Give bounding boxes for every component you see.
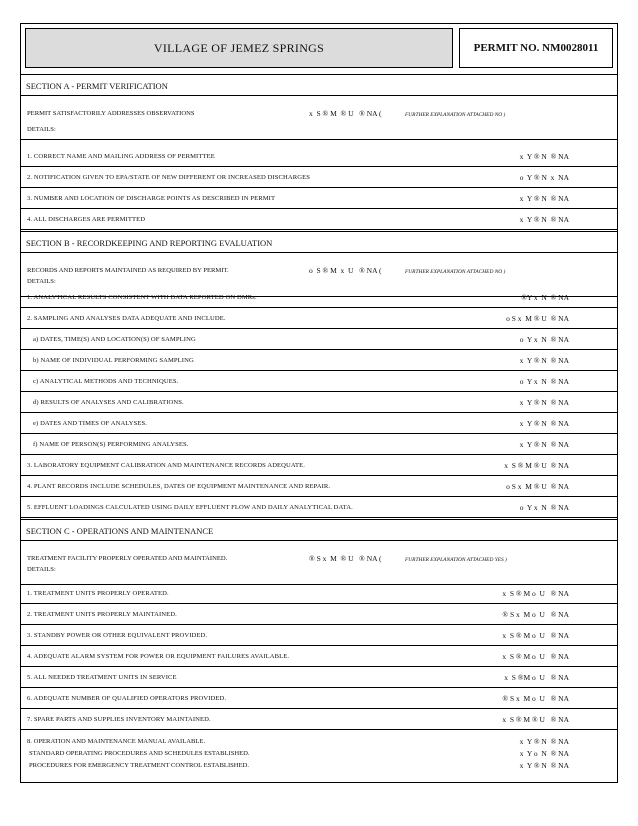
section-c-item <box>21 667 617 688</box>
item-answer: x S ® M ® U ® NA <box>504 461 569 470</box>
section-b-item <box>21 287 617 308</box>
section-a-heading: SECTION A - PERMIT VERIFICATION <box>21 74 617 96</box>
item-answer: o Y x N ® NA <box>519 377 569 386</box>
item-answer: o S x M ® U ® NA <box>506 482 569 491</box>
item-text: 2. SAMPLING AND ANALYSES DATA ADEQUATE AND INCLUDE. <box>27 315 226 322</box>
section-c-item <box>21 583 617 604</box>
item-text: 4. ADEQUATE ALARM SYSTEM FOR POWER OR EQUIPMENT FAILURES AVAILABLE. <box>27 653 290 660</box>
section-a-overall <box>21 96 617 140</box>
item-text: d) RESULTS OF ANALYSES AND CALIBRATIONS. <box>33 399 184 406</box>
item-answer: o Y x N ® NA <box>519 503 569 512</box>
item-text: 4. ALL DISCHARGES ARE PERMITTED <box>27 216 146 223</box>
section-c-item <box>21 709 617 730</box>
section-c-item-8 <box>21 731 617 775</box>
overall-label: PERMIT SATISFACTORILY ADDRESSES OBSERVATIONS <box>27 110 195 117</box>
details-label: DETAILS: <box>27 278 56 285</box>
item-answer: o Y ® N x NA <box>519 173 569 182</box>
section-b-item <box>21 455 617 476</box>
section-c-item <box>21 646 617 667</box>
item-text: b) NAME OF INDIVIDUAL PERFORMING SAMPLING <box>33 357 194 364</box>
facility-title: VILLAGE OF JEMEZ SPRINGS <box>25 28 453 68</box>
item-text: 7. SPARE PARTS AND SUPPLIES INVENTORY MAINTAINED. <box>27 716 211 723</box>
overall-note: FURTHER EXPLANATION ATTACHED NO ) <box>405 112 506 118</box>
item-text: 1. CORRECT NAME AND MAILING ADDRESS OF PERMITTEE <box>27 153 215 160</box>
item-text: 2. NOTIFICATION GIVEN TO EPA/STATE OF NEW DIFFERENT OR INCREASED DISCHARGES <box>27 174 311 181</box>
section-c-item <box>21 688 617 709</box>
item-text: 1. ANALYTICAL RESULTS CONSISTENT WITH DATA REPORTED ON DMRs. <box>27 294 257 301</box>
item-answer: ® S x M o U ® NA <box>502 694 569 703</box>
item-answer: o S x M ® U ® NA <box>506 314 569 323</box>
item-answer: x Y ® N ® NA <box>519 356 569 365</box>
section-a-item <box>21 146 617 167</box>
item-text: PROCEDURES FOR EMERGENCY TREATMENT CONTROL ESTABLISHED. <box>29 762 250 769</box>
section-b-item <box>21 497 617 518</box>
section-b-subitem <box>21 434 617 455</box>
item-text: STANDARD OPERATING PROCEDURES AND SCHEDULES ESTABLISHED. <box>29 750 250 757</box>
item-answer: x Y ® N ® NA <box>519 398 569 407</box>
overall-options: o S ® M x U ® NA ( <box>309 266 382 275</box>
section-c-heading: SECTION C - OPERATIONS AND MAINTENANCE <box>21 519 617 541</box>
overall-options: x S ® M ® U ® NA ( <box>309 109 382 118</box>
item-answer: x S ® M o U ® NA <box>502 589 569 598</box>
item-text: 3. LABORATORY EQUIPMENT CALIBRATION AND MAINTENANCE RECORDS ADEQUATE. <box>27 462 306 469</box>
item-text: 4. PLANT RECORDS INCLUDE SCHEDULES, DATES OF EQUIPMENT MAINTENANCE AND REPAIR. <box>27 483 331 490</box>
item-text: 8. OPERATION AND MAINTENANCE MANUAL AVAILABLE. <box>27 738 206 745</box>
section-b-subitem <box>21 413 617 434</box>
item-text: 3. STANDBY POWER OR OTHER EQUIVALENT PROVIDED. <box>27 632 208 639</box>
permit-number: PERMIT NO. NM0028011 <box>459 28 613 68</box>
item-answer: x Y o N ® NA <box>519 749 569 758</box>
item-answer: ® S x M o U ® NA <box>502 610 569 619</box>
overall-label: TREATMENT FACILITY PROPERLY OPERATED AND MAINTAINED. <box>27 555 228 562</box>
section-a-item <box>21 188 617 209</box>
overall-note: FURTHER EXPLANATION ATTACHED NO ) <box>405 269 506 275</box>
item-answer: x S ® M o U ® NA <box>502 631 569 640</box>
item-answer: o Y x N ® NA <box>519 335 569 344</box>
section-b-subitem <box>21 392 617 413</box>
item-text: 3. NUMBER AND LOCATION OF DISCHARGE POINTS AS DESCRIBED IN PERMIT <box>27 195 276 202</box>
item-answer: x Y ® N ® NA <box>519 194 569 203</box>
section-c-item <box>21 604 617 625</box>
item-answer: x S ® M ® U ® NA <box>502 715 569 724</box>
inspection-form <box>20 23 618 783</box>
item-text: 1. TREATMENT UNITS PROPERLY OPERATED. <box>27 590 169 597</box>
item-text: e) DATES AND TIMES OF ANALYSES. <box>33 420 148 427</box>
item-answer: x S ®M o U ® NA <box>504 673 569 682</box>
item-text: c) ANALYTICAL METHODS AND TECHNIQUES. <box>33 378 179 385</box>
item-text: f) NAME OF PERSON(S) PERFORMING ANALYSES. <box>33 441 189 448</box>
section-b-heading: SECTION B - RECORDKEEPING AND REPORTING EVALUATION <box>21 231 617 253</box>
overall-options: ® S x M ® U ® NA ( <box>309 554 382 563</box>
item-answer: x S ® M o U ® NA <box>502 652 569 661</box>
item-answer: x Y ® N ® NA <box>519 440 569 449</box>
section-b-subitem <box>21 329 617 350</box>
section-b-item <box>21 308 617 329</box>
item-text: a) DATES, TIME(S) AND LOCATION(S) OF SAMPLING <box>33 336 196 343</box>
details-label: DETAILS: <box>27 126 56 133</box>
item-text: 2. TREATMENT UNITS PROPERLY MAINTAINED. <box>27 611 177 618</box>
overall-label: RECORDS AND REPORTS MAINTAINED AS REQUIRED BY PERMIT. <box>27 267 229 274</box>
item-answer: x Y ® N ® NA <box>519 215 569 224</box>
overall-note: FURTHER EXPLANATION ATTACHED YES ) <box>405 557 507 563</box>
section-b-item <box>21 476 617 497</box>
section-a-item <box>21 209 617 230</box>
item-answer: ®Y x N ® NA <box>521 293 569 302</box>
item-answer: x Y ® N ® NA <box>519 761 569 770</box>
section-c-overall <box>21 541 617 585</box>
section-b-subitem <box>21 350 617 371</box>
form-header <box>21 24 617 75</box>
item-text: 5. EFFLUENT LOADINGS CALCULATED USING DAILY EFFLUENT FLOW AND DAILY ANALYTICAL DATA. <box>27 504 353 511</box>
details-label: DETAILS: <box>27 566 56 573</box>
item-answer: x Y ® N ® NA <box>519 152 569 161</box>
section-c-item <box>21 625 617 646</box>
item-text: 5. ALL NEEDED TREATMENT UNITS IN SERVICE <box>27 674 177 681</box>
item-answer: x Y ® N ® NA <box>519 419 569 428</box>
section-b-subitem <box>21 371 617 392</box>
item-text: 6. ADEQUATE NUMBER OF QUALIFIED OPERATORS PROVIDED. <box>27 695 227 702</box>
section-a-item <box>21 167 617 188</box>
item-answer: x Y ® N ® NA <box>519 737 569 746</box>
